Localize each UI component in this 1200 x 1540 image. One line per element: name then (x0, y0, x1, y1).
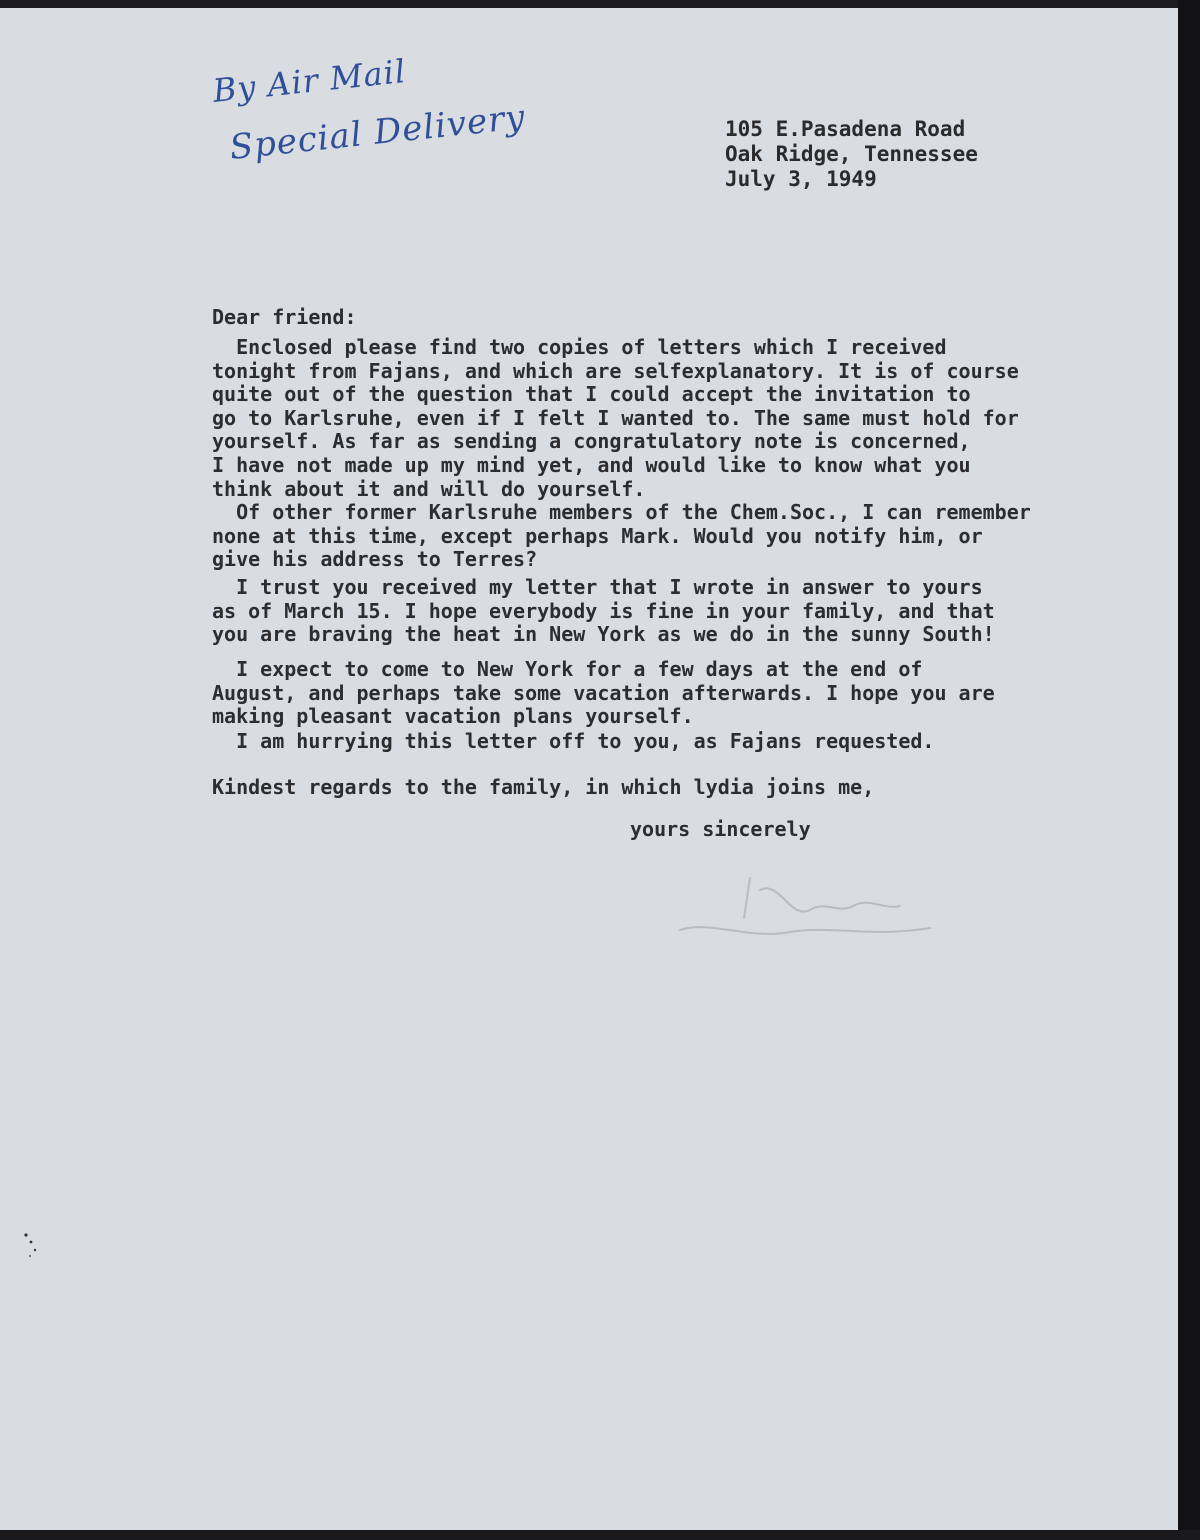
scan-border-bottom (0, 1530, 1200, 1540)
paragraph-hurrying: I am hurrying this letter off to you, as Fajans requested. (212, 729, 935, 753)
paragraph-karlsruhe-members: Of other former Karlsruhe members of the Chem.Soc., I can remember none at this time, except perhaps Mark. Would you notify him, or give his address to Terres? (212, 500, 1031, 572)
paragraph-enclosed-letters: Enclosed please find two copies of letters which I received tonight from Fajans, and which are selfexplanatory. It is of course quite out of the question that I could accept the invitation to go to Karlsruhe, even if I felt I wanted to. The same must hold for yourself. As far as sending a congratulatory note is concerned, I have not made up my mind yet, and would like to know what you think about it and will do yourself. (212, 335, 1019, 501)
address-street: 105 E.Pasadena Road (725, 117, 966, 141)
margin-mark (22, 1232, 38, 1258)
sender-address (725, 117, 978, 192)
signoff: yours sincerely (630, 817, 811, 841)
handwritten-special-delivery-note: Special Delivery (227, 97, 528, 168)
paragraph-previous-letter: I trust you received my letter that I wrote in answer to yours as of March 15. I hope everybody is fine in your family, and that you are braving the heat in New York as we do in the sunny South! (212, 575, 995, 647)
scan-border-top (0, 0, 1200, 8)
faint-signature (640, 870, 940, 950)
letter-date: July 3, 1949 (725, 167, 877, 191)
paragraph-new-york-visit: I expect to come to New York for a few days at the end of August, and perhaps take some vacation afterwards. I hope you are making pleasant vacation plans yourself. (212, 657, 995, 729)
handwritten-air-mail-note: By Air Mail (211, 51, 408, 110)
closing-line: Kindest regards to the family, in which lydia joins me, (212, 775, 875, 799)
salutation: Dear friend: (212, 305, 357, 329)
address-city: Oak Ridge, Tennessee (725, 142, 978, 166)
scan-border-right (1178, 0, 1200, 1540)
